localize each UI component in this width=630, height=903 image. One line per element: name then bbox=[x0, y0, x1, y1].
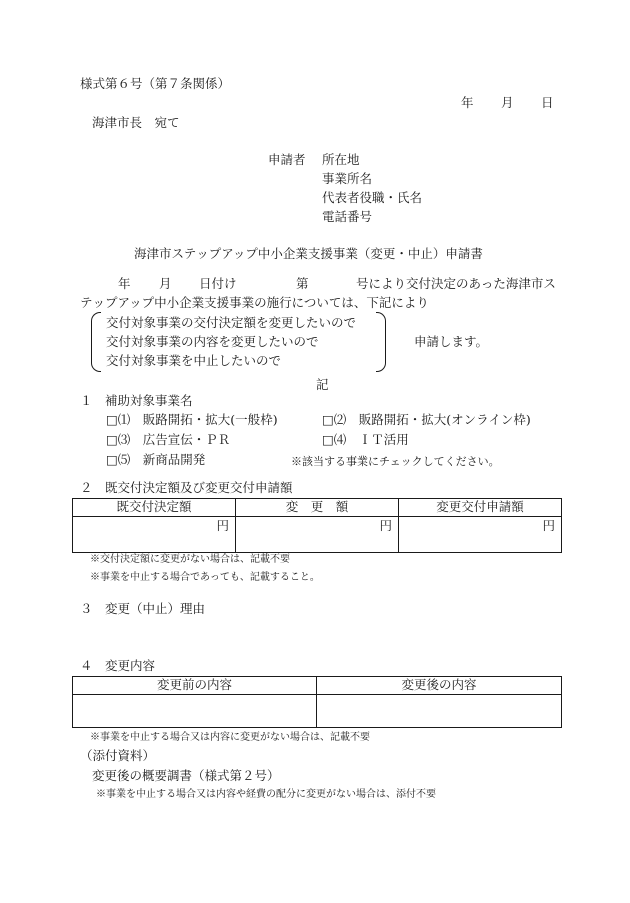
header-change-amount: 変 更 額 bbox=[236, 499, 399, 517]
header-after-content: 変更後の内容 bbox=[317, 677, 562, 695]
content-table bbox=[72, 676, 562, 728]
section1-title: １ 補助対象事業名 bbox=[80, 393, 193, 408]
option-cancel: 交付対象事業を中止したいので bbox=[106, 353, 282, 368]
amount-table-header-row bbox=[73, 499, 562, 517]
document-title: 海津市ステップアップ中小企業支援事業（変更・中止）申請書 bbox=[134, 246, 483, 261]
section4-title: ４ 変更内容 bbox=[80, 658, 156, 673]
checkbox-item-1[interactable]: □⑴ 販路開拓・拡大(一般枠) bbox=[106, 412, 278, 427]
applicant-company: 事業所名 bbox=[322, 171, 373, 186]
checkbox-item-2[interactable]: □⑵ 販路開拓・拡大(オンライン枠) bbox=[322, 412, 531, 427]
applicant-phone: 電話番号 bbox=[322, 209, 373, 224]
section4-note: ※事業を中止する場合又は内容に変更がない場合は、記載不要 bbox=[90, 732, 370, 743]
header-new-amount: 変更交付申請額 bbox=[399, 499, 562, 517]
body-month: 月 bbox=[159, 276, 172, 291]
content-table-header-row bbox=[73, 677, 562, 695]
ki-heading: 記 bbox=[316, 377, 329, 392]
body-dai: 第 bbox=[296, 276, 309, 291]
before-content-cell[interactable] bbox=[73, 695, 317, 728]
section3-title: ３ 変更（中止）理由 bbox=[80, 601, 206, 616]
date-year: 年 bbox=[461, 95, 474, 110]
amount-table bbox=[72, 498, 562, 553]
body-year: 年 bbox=[118, 276, 131, 291]
checkbox-item-5[interactable]: □⑸ 新商品開発 bbox=[106, 452, 206, 467]
attachment-note: ※事業を中止する場合又は内容や経費の配分に変更がない場合は、添付不要 bbox=[96, 789, 436, 800]
header-before-content: 変更前の内容 bbox=[73, 677, 317, 695]
option-change-amount: 交付対象事業の交付決定額を変更したいので bbox=[106, 315, 357, 330]
section1-note: ※該当する事業にチェックしてください。 bbox=[291, 455, 500, 468]
applicant-label: 申請者 bbox=[268, 152, 306, 167]
content-table-value-row bbox=[73, 695, 562, 728]
checkbox-item-3[interactable]: □⑶ 広告宣伝・ＰＲ bbox=[106, 432, 231, 447]
applicant-address: 所在地 bbox=[322, 152, 360, 167]
attachment-title: （添付資料） bbox=[80, 748, 156, 763]
checkbox-item-4[interactable]: □⑷ ＩＴ活用 bbox=[322, 432, 409, 447]
date-day: 日 bbox=[541, 95, 554, 110]
change-amount-cell[interactable]: 円 bbox=[236, 517, 399, 553]
amount-table-value-row bbox=[73, 517, 562, 553]
attachment-item: 変更後の概要調書（様式第２号） bbox=[92, 768, 280, 783]
section2-title: ２ 既交付決定額及び変更交付申請額 bbox=[80, 480, 293, 495]
original-amount-cell[interactable]: 円 bbox=[73, 517, 236, 553]
form-number: 様式第６号（第７条関係） bbox=[80, 76, 231, 91]
body-line1-rest: 号により交付決定のあった海津市ス bbox=[356, 276, 556, 291]
applicant-representative: 代表者役職・氏名 bbox=[322, 190, 423, 205]
section2-note-1: ※交付決定額に変更がない場合は、記載不要 bbox=[90, 554, 290, 565]
apply-text: 申請します。 bbox=[414, 334, 489, 349]
bracket-left bbox=[91, 312, 101, 372]
body-date-suffix: 日付け bbox=[199, 276, 237, 291]
option-change-content: 交付対象事業の内容を変更したいので bbox=[106, 334, 319, 349]
section2-note-2: ※事業を中止する場合であっても、記載すること。 bbox=[90, 572, 320, 583]
bracket-right bbox=[376, 312, 386, 372]
date-month: 月 bbox=[501, 95, 514, 110]
body-line2: テップアップ中小企業支援事業の施行については、下記により bbox=[80, 295, 429, 310]
new-amount-cell[interactable]: 円 bbox=[399, 517, 562, 553]
after-content-cell[interactable] bbox=[317, 695, 562, 728]
header-original-amount: 既交付決定額 bbox=[73, 499, 236, 517]
addressee: 海津市長 宛て bbox=[92, 115, 180, 130]
